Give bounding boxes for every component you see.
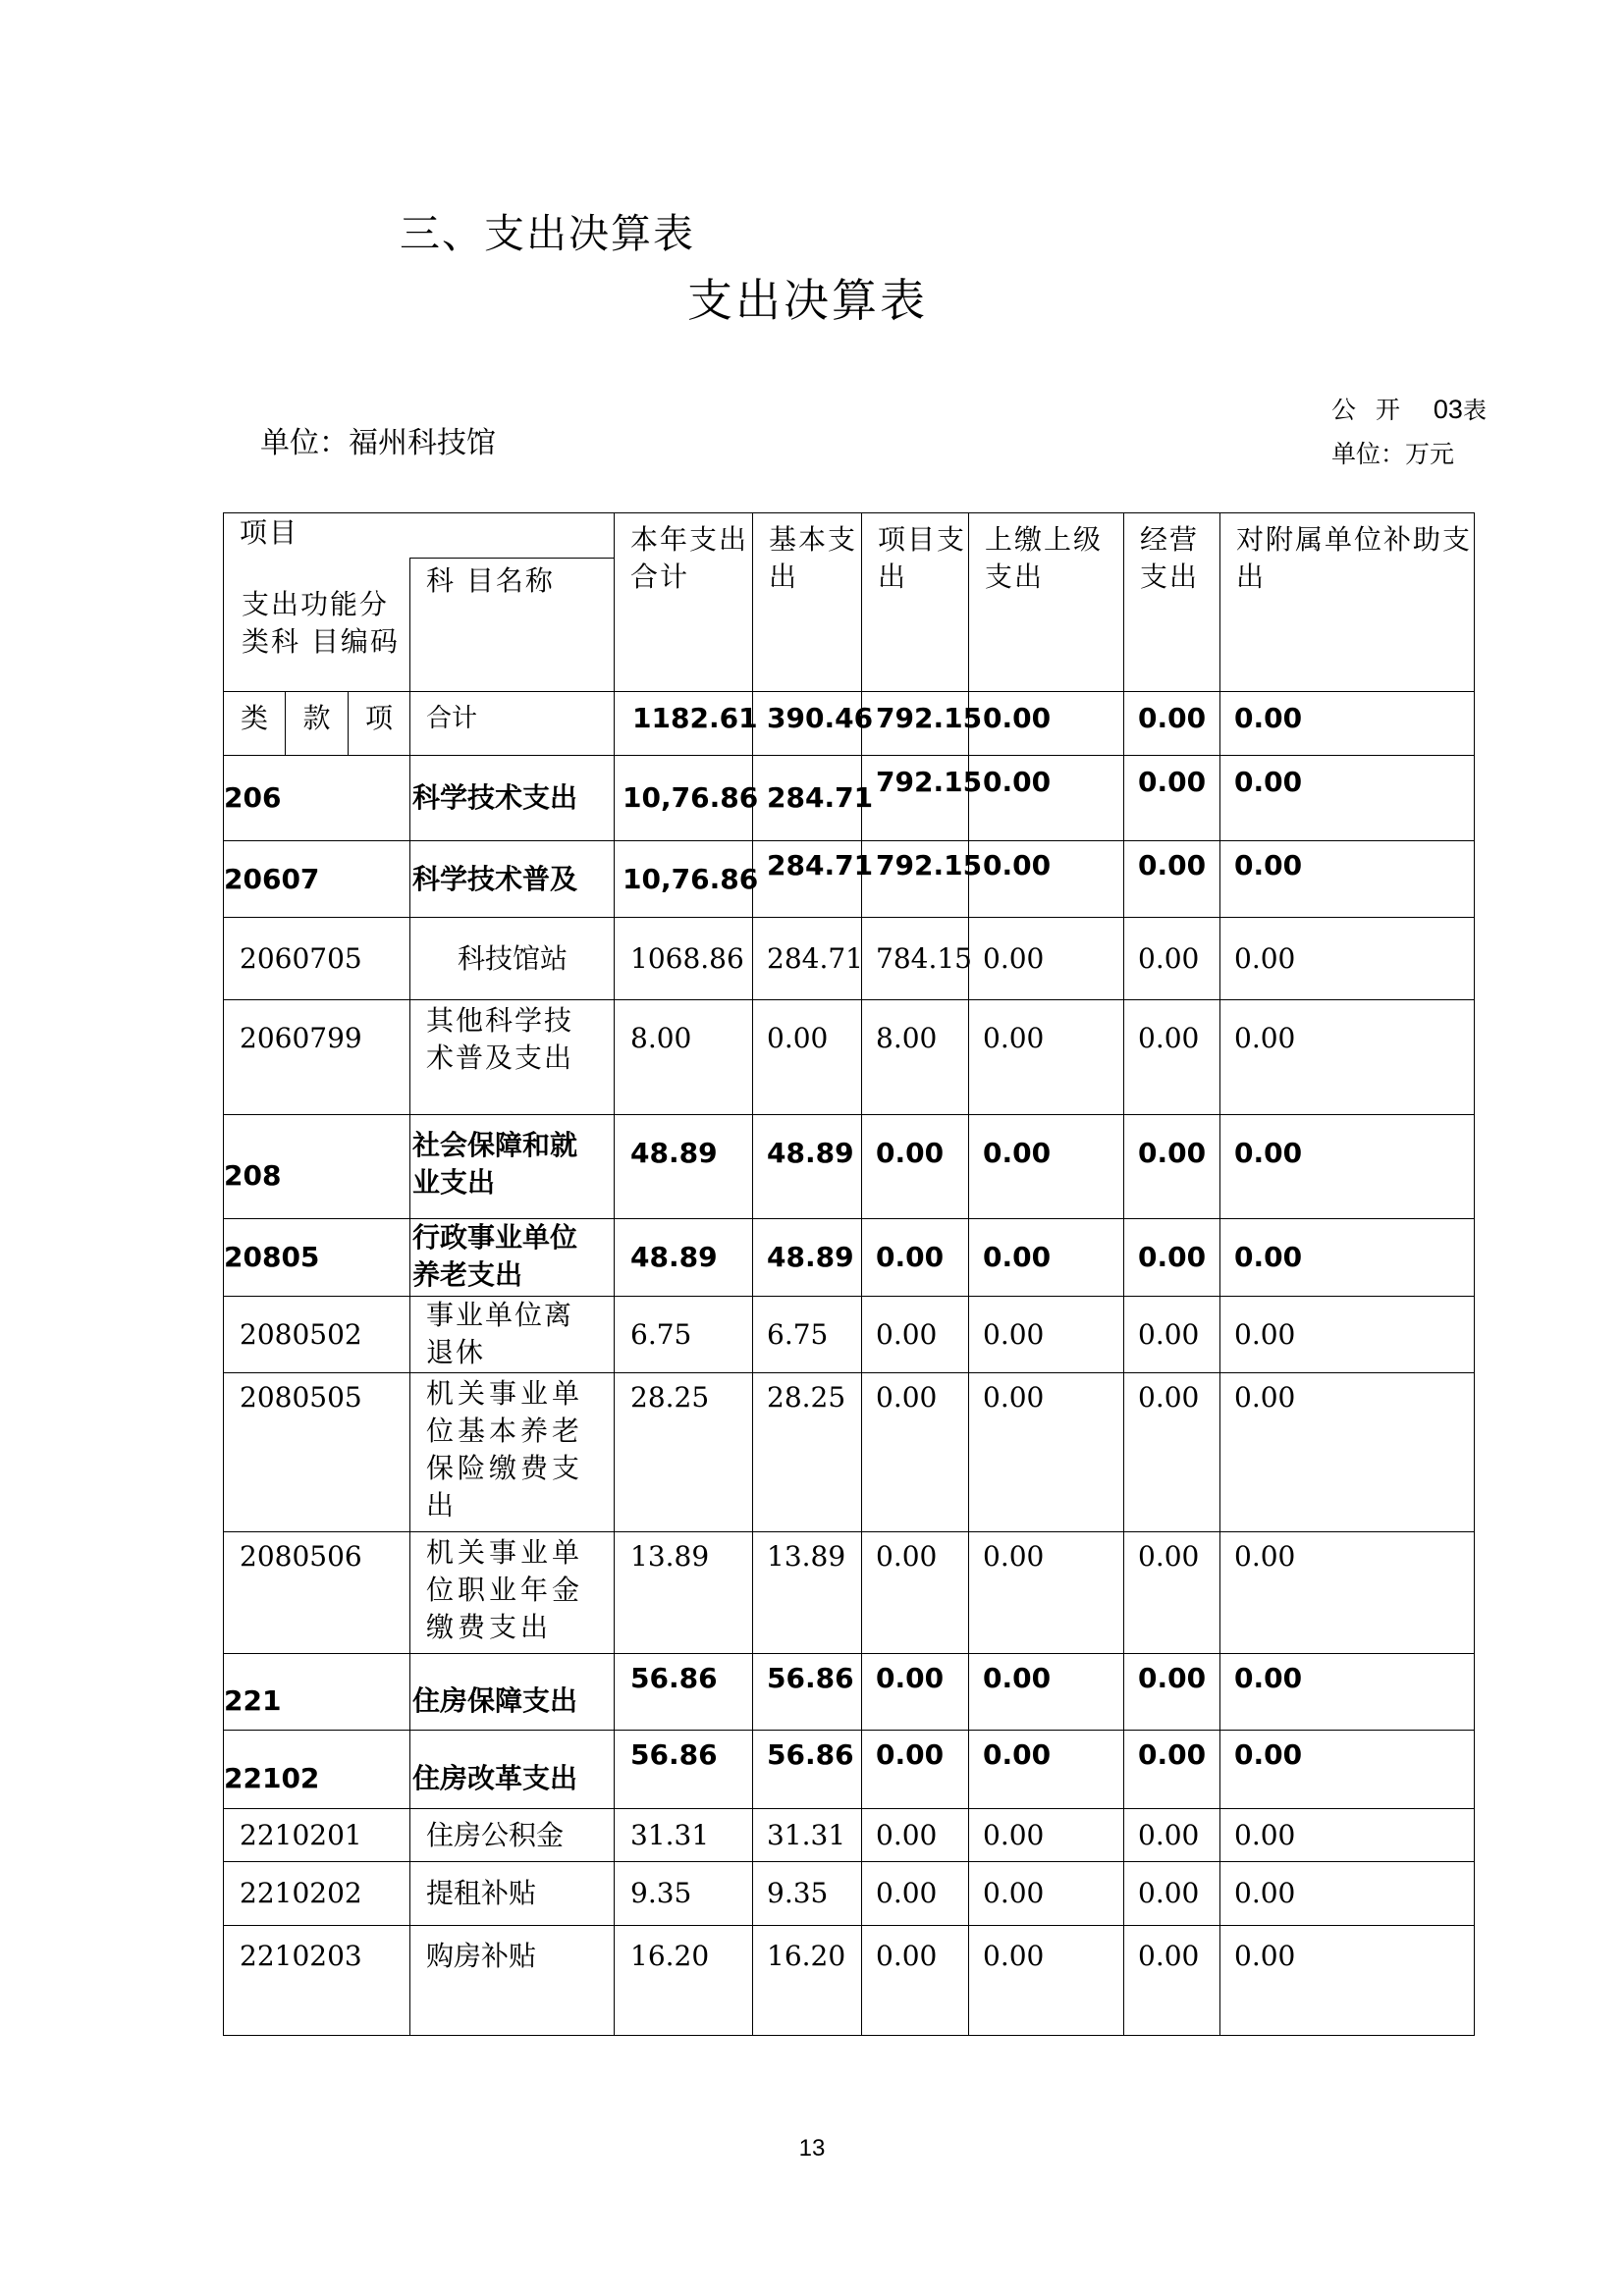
row-business: 0.00 xyxy=(1124,756,1220,841)
row-project: 0.00 xyxy=(862,1731,969,1809)
row-upper: 0.00 xyxy=(969,1115,1124,1219)
row-name: 科学技术普及 xyxy=(410,841,615,918)
header-row-3 xyxy=(224,692,1475,756)
total-cell: 0.00 xyxy=(969,692,1124,756)
unit-organization: 单位：福州科技馆 xyxy=(260,426,496,460)
row-business: 0.00 xyxy=(1124,1731,1220,1809)
form-number-prefix: 公 开 xyxy=(1331,396,1406,424)
header-subsidy: 对附属单位补助支出 xyxy=(1220,513,1475,692)
row-basic: 16.20 xyxy=(753,1926,862,2036)
row-subsidy: 0.00 xyxy=(1220,918,1475,1000)
row-code: 2080502 xyxy=(224,1297,410,1373)
row-upper: 0.00 xyxy=(969,1219,1124,1297)
row-code: 206 xyxy=(224,756,410,841)
header-heji: 合计 xyxy=(410,692,615,756)
row-total: 1068.86 xyxy=(615,918,753,1000)
row-name: 购房补贴 xyxy=(410,1926,615,2036)
row-basic: 48.89 xyxy=(753,1115,862,1219)
row-project: 0.00 xyxy=(862,1862,969,1926)
row-project: 0.00 xyxy=(862,1297,969,1373)
row-name: 提租补贴 xyxy=(410,1862,615,1926)
header-business: 经营支出 xyxy=(1124,513,1220,692)
table-row xyxy=(224,1000,1475,1115)
table-row xyxy=(224,1373,1475,1532)
header-kuan: 款 xyxy=(286,692,349,756)
row-project: 784.15 xyxy=(862,918,969,1000)
table-row xyxy=(224,1654,1475,1731)
row-name: 住房公积金 xyxy=(410,1809,615,1862)
row-business: 0.00 xyxy=(1124,1373,1220,1532)
row-code: 2210201 xyxy=(224,1809,410,1862)
row-total: 8.00 xyxy=(615,1000,753,1115)
row-total: 48.89 xyxy=(615,1219,753,1297)
row-project: 0.00 xyxy=(862,1809,969,1862)
header-lei: 类 xyxy=(224,692,286,756)
row-code: 20805 xyxy=(224,1219,410,1297)
row-subsidy: 0.00 xyxy=(1220,1219,1475,1297)
page-number: 13 xyxy=(798,2135,826,2162)
section-title: 三、支出决算表 xyxy=(400,210,695,257)
row-total: 13.89 xyxy=(615,1532,753,1654)
row-basic: 28.25 xyxy=(753,1373,862,1532)
row-subsidy: 0.00 xyxy=(1220,1115,1475,1219)
row-basic: 48.89 xyxy=(753,1219,862,1297)
row-upper: 0.00 xyxy=(969,841,1124,918)
row-basic: 284.71 xyxy=(753,756,862,841)
row-project: 0.00 xyxy=(862,1654,969,1731)
row-subsidy: 0.00 xyxy=(1220,1654,1475,1731)
header-row-1 xyxy=(224,513,1475,559)
row-basic: 284.71 xyxy=(753,841,862,918)
table-row xyxy=(224,1219,1475,1297)
row-basic: 284.71 xyxy=(753,918,862,1000)
row-name: 行政事业单位养老支出 xyxy=(410,1219,615,1297)
header-func-code: 支出功能分类科 目编码 xyxy=(224,559,410,692)
form-number-suffix: 表 xyxy=(1462,397,1487,424)
row-business: 0.00 xyxy=(1124,1809,1220,1862)
row-code: 22102 xyxy=(224,1731,410,1809)
row-project: 792.15 xyxy=(862,756,969,841)
header-project: 项目支 出 xyxy=(862,513,969,692)
row-name: 住房保障支出 xyxy=(410,1654,615,1731)
table-title: 支出决算表 xyxy=(687,274,928,327)
unit-money: 单位：万元 xyxy=(1331,440,1455,468)
row-basic: 0.00 xyxy=(753,1000,862,1115)
table-row xyxy=(224,918,1475,1000)
row-upper: 0.00 xyxy=(969,1654,1124,1731)
row-code: 20607 xyxy=(224,841,410,918)
row-upper: 0.00 xyxy=(969,918,1124,1000)
table-row xyxy=(224,1532,1475,1654)
header-subject-name: 科 目名称 xyxy=(410,559,615,692)
table-row xyxy=(224,756,1475,841)
row-project: 8.00 xyxy=(862,1000,969,1115)
table-row xyxy=(224,1809,1475,1862)
row-subsidy: 0.00 xyxy=(1220,1731,1475,1809)
row-upper: 0.00 xyxy=(969,1809,1124,1862)
row-business: 0.00 xyxy=(1124,1532,1220,1654)
row-basic: 6.75 xyxy=(753,1297,862,1373)
total-cell: 792.15 xyxy=(862,692,969,756)
row-upper: 0.00 xyxy=(969,1373,1124,1532)
table-row xyxy=(224,1926,1475,2036)
row-name: 住房改革支出 xyxy=(410,1731,615,1809)
form-number xyxy=(1331,391,1487,426)
table-row xyxy=(224,1297,1475,1373)
row-name: 其他科学技术普及支出 xyxy=(410,1000,615,1115)
row-subsidy: 0.00 xyxy=(1220,1862,1475,1926)
row-subsidy: 0.00 xyxy=(1220,1532,1475,1654)
row-subsidy: 0.00 xyxy=(1220,1809,1475,1862)
table-row xyxy=(224,1115,1475,1219)
header-upper: 上缴上级支出 xyxy=(969,513,1124,692)
row-total: 10,76.86 xyxy=(615,841,753,918)
row-name: 机关事业单位职业年金缴费支出 xyxy=(410,1532,615,1654)
row-code: 208 xyxy=(224,1115,410,1219)
row-code: 221 xyxy=(224,1654,410,1731)
row-business: 0.00 xyxy=(1124,1654,1220,1731)
table-row xyxy=(224,1731,1475,1809)
row-total: 16.20 xyxy=(615,1926,753,2036)
row-upper: 0.00 xyxy=(969,1297,1124,1373)
row-total: 10,76.86 xyxy=(615,756,753,841)
row-business: 0.00 xyxy=(1124,1297,1220,1373)
row-upper: 0.00 xyxy=(969,1926,1124,2036)
row-project: 0.00 xyxy=(862,1373,969,1532)
header-item: 项目 xyxy=(224,513,615,559)
total-cell: 1182.61 xyxy=(615,692,753,756)
row-total: 48.89 xyxy=(615,1115,753,1219)
form-number-value: 03 xyxy=(1433,395,1463,424)
row-code: 2060705 xyxy=(224,918,410,1000)
row-total: 9.35 xyxy=(615,1862,753,1926)
row-business: 0.00 xyxy=(1124,1000,1220,1115)
row-upper: 0.00 xyxy=(969,1862,1124,1926)
row-business: 0.00 xyxy=(1124,1862,1220,1926)
row-project: 0.00 xyxy=(862,1219,969,1297)
row-basic: 56.86 xyxy=(753,1731,862,1809)
row-subsidy: 0.00 xyxy=(1220,1297,1475,1373)
row-code: 2080505 xyxy=(224,1373,410,1532)
total-cell: 0.00 xyxy=(1124,692,1220,756)
table-row xyxy=(224,841,1475,918)
total-cell: 0.00 xyxy=(1220,692,1475,756)
row-subsidy: 0.00 xyxy=(1220,1926,1475,2036)
header-basic: 基本支 出 xyxy=(753,513,862,692)
row-basic: 31.31 xyxy=(753,1809,862,1862)
row-total: 28.25 xyxy=(615,1373,753,1532)
row-total: 6.75 xyxy=(615,1297,753,1373)
row-name: 科学技术支出 xyxy=(410,756,615,841)
row-subsidy: 0.00 xyxy=(1220,841,1475,918)
row-subsidy: 0.00 xyxy=(1220,1000,1475,1115)
header-xiang: 项 xyxy=(349,692,410,756)
table-row xyxy=(224,1862,1475,1926)
row-project: 0.00 xyxy=(862,1115,969,1219)
row-name: 科技馆站 xyxy=(410,918,615,1000)
row-project: 0.00 xyxy=(862,1532,969,1654)
row-name: 机关事业单位基本养老保险缴费支出 xyxy=(410,1373,615,1532)
row-basic: 56.86 xyxy=(753,1654,862,1731)
row-project: 0.00 xyxy=(862,1926,969,2036)
total-cell: 390.46 xyxy=(753,692,862,756)
row-total: 56.86 xyxy=(615,1731,753,1809)
row-basic: 9.35 xyxy=(753,1862,862,1926)
header-total: 本年支出合计 xyxy=(615,513,753,692)
expenditure-table xyxy=(223,512,1475,2036)
row-total: 56.86 xyxy=(615,1654,753,1731)
row-business: 0.00 xyxy=(1124,1219,1220,1297)
row-code: 2210202 xyxy=(224,1862,410,1926)
row-upper: 0.00 xyxy=(969,756,1124,841)
row-project: 792.15 xyxy=(862,841,969,918)
row-business: 0.00 xyxy=(1124,841,1220,918)
row-upper: 0.00 xyxy=(969,1532,1124,1654)
row-name: 社会保障和就业支出 xyxy=(410,1115,615,1219)
row-subsidy: 0.00 xyxy=(1220,756,1475,841)
row-code: 2080506 xyxy=(224,1532,410,1654)
row-business: 0.00 xyxy=(1124,918,1220,1000)
row-business: 0.00 xyxy=(1124,1115,1220,1219)
row-name: 事业单位离退休 xyxy=(410,1297,615,1373)
row-basic: 13.89 xyxy=(753,1532,862,1654)
row-upper: 0.00 xyxy=(969,1000,1124,1115)
row-upper: 0.00 xyxy=(969,1731,1124,1809)
row-code: 2060799 xyxy=(224,1000,410,1115)
row-total: 31.31 xyxy=(615,1809,753,1862)
row-code: 2210203 xyxy=(224,1926,410,2036)
row-business: 0.00 xyxy=(1124,1926,1220,2036)
row-subsidy: 0.00 xyxy=(1220,1373,1475,1532)
